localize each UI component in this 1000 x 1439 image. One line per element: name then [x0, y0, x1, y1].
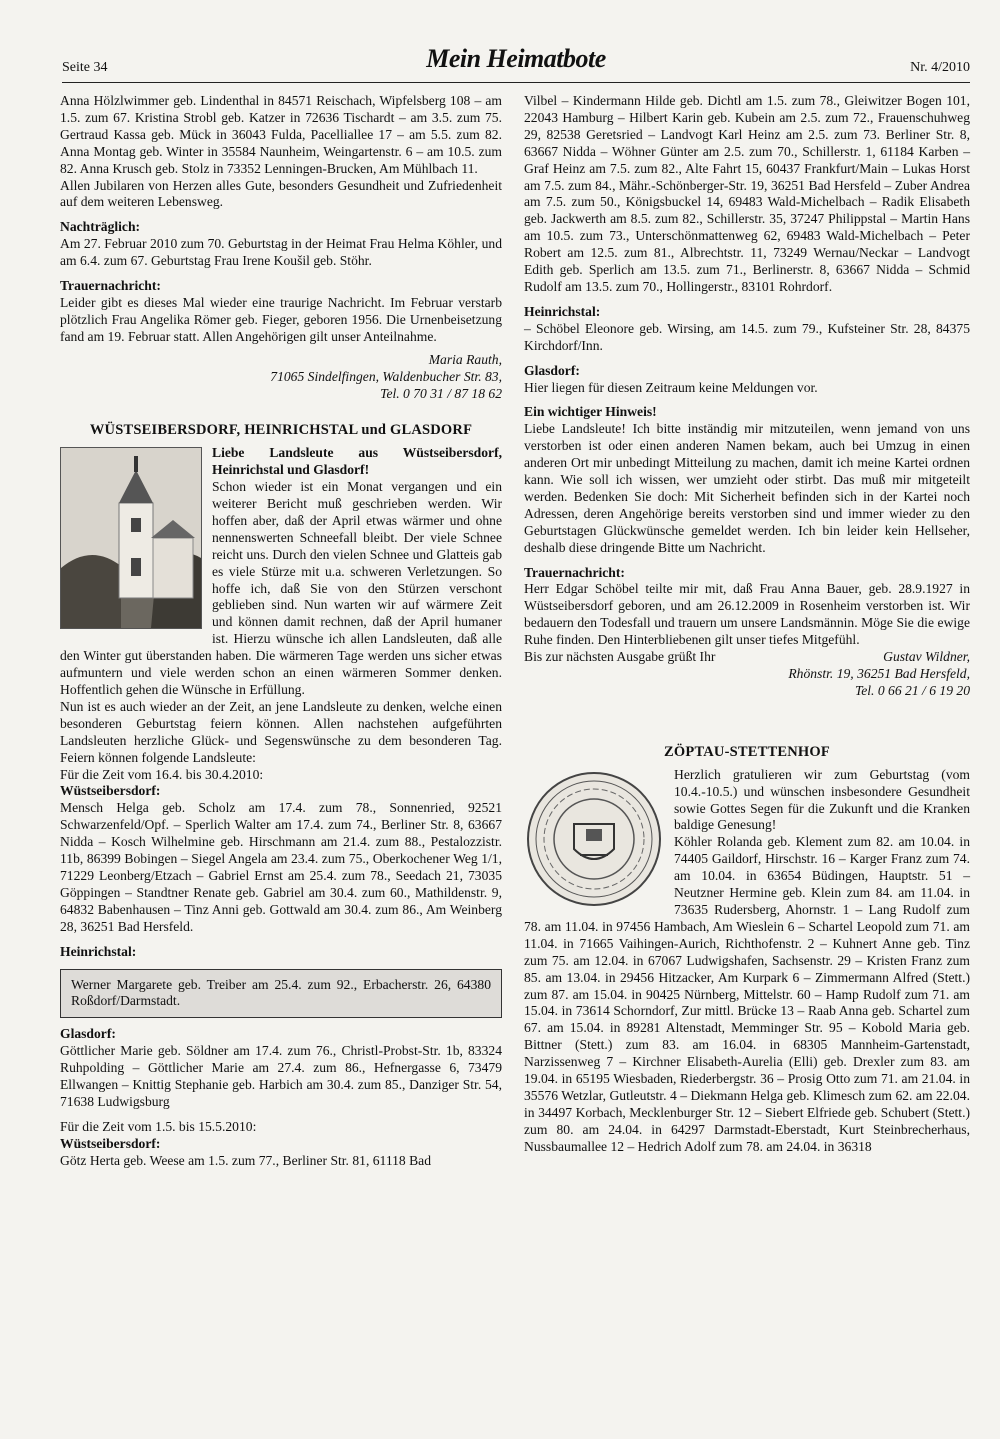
heading-glasdorf-right: Glasdorf: — [524, 362, 580, 378]
wuestseibersdorf-list-2: Götz Herta geb. Weese am 1.5. zum 77., Berliner Str. 81, 61118 Bad — [60, 1152, 432, 1168]
trauernachricht-text-right: Herr Edgar Schöbel teilte mir mit, daß Frau Anna Bauer, geb. 28.9.1927 in Wüstseibersdorf geboren, und am 26.12.2009 in Rosenheim verstorben ist. Wir bedauern den Todesfall und trauern um unsere Landsmännin. Möge Sie die ewige Ruhe finden. Den Hinterbliebenen gilt unser tiefes Mitgefühl. — [524, 581, 970, 648]
signature-block — [60, 352, 502, 403]
page-header — [62, 44, 970, 83]
closing-greeting: Bis zur nächsten Ausgabe grüßt Ihr — [524, 649, 716, 665]
church-illustration — [61, 448, 201, 628]
signature-name: Maria Rauth, — [428, 351, 502, 367]
glasdorf-note: Hier liegen für diesen Zeitraum keine Meldungen vor. — [524, 379, 818, 395]
signature-address: 71065 Sindelfingen, Waldenbucher Str. 83, — [270, 368, 502, 384]
period-2: Für die Zeit vom 1.5. bis 15.5.2010: — [60, 1118, 257, 1134]
signature-name-right: Gustav Wildner, — [883, 649, 970, 665]
left-column — [60, 93, 502, 1170]
signature-block-right — [524, 666, 970, 700]
heading-heinrichstal-right: Heinrichstal: — [524, 303, 601, 319]
section-title-wuestseibersdorf: WÜSTSEIBERSDORF, HEINRICHSTAL und GLASDORF — [89, 422, 473, 439]
heading-trauernachricht: Trauernachricht: — [60, 278, 161, 294]
trauernachricht-text: Leider gibt es dieses Mal wieder eine traurige Nachricht. Im Februar verstarb plötzlich Frau Angelika Römer geb. Fieger, geboren 1956. Die Urnenbeisetzung fand am 19. Februar statt. Allen Angehörigen gilt unser Anteilnahme. — [60, 294, 502, 344]
period-1: Für die Zeit vom 16.4. bis 30.4.2010: — [60, 766, 264, 782]
hinweis-text: Liebe Landsleute! Ich bitte inständig mir mitzuteilen, wenn jemand von uns verstorben ist oder einen anderen Namen bekam, auch bei Umzug in einen anderen Ort mir unbedingt Mitteilung zu machen, damit ich meine Kartei ordnen kann. Wie soll ich wissen, wer umzieht oder stirbt. Das muß mir mitgeteilt werden. Bedenken Sie doch: Mit Sicherheit befinden sich in der Kartei noch Adressen, deren Angehörige bereits verstorben sind und immer wieder zu den Geburtstagen Glückwünsche gemeldet werden. Ich bin leider kein Hellseher, deshalb diese dringende Bitte um Nachricht. — [524, 421, 970, 555]
birthday-list-continued-right: Vilbel – Kindermann Hilde geb. Dichtl am 1.5. zum 78., Gleiwitzer Bogen 101, 22043 Hamburg – Hilbert Karin geb. Kubein am 2.5. zum 72., Frauenschuhweg 29, 82538 Geretsried – Landvogt Karl Heinz am 2.5. zum 73. Berliner Str. 8, 63667 Nidda – Wöhner Günter am 2.5. zum 70., Schillerstr. 1, 61184 Karben – Graf Heinz am 7.5. zum 82., Alte Fahrt 15, 60437 Frankfurt/Main – Lukas Horst am 7.5. zum 84., Mähr.-Schönberger-Str. 19, 36251 Bad Hersfeld – Zuber Andrea am 7.5. zum 50., Königsbuckel 14, 69483 Wald-Michelbach – Radik Elisabeth geb. Jackwerth am 8.5. zum 82., Schillerstr. 35, 37247 Philippstal – Martin Hans am 10.5. zum 73., Unterschönmattenweg 62, 69483 Wald-Michelbach – Peter Robert am 12.5. zum 81., Albrechtstr. 11, 73249 Wernau/Neckar – Landvogt Edith geb. Sperlich am 13.5. zum 71., Berlinerstr. 8, 63667 Nidda – Schmid Rudolf am 13.5. zum 70., Hollingerstr., 83101 Rohrdorf. — [524, 93, 970, 294]
masthead-title: Mein Heimatbote — [426, 44, 606, 73]
signature-phone-right: Tel. 0 66 21 / 6 19 20 — [854, 682, 970, 698]
signature-phone: Tel. 0 70 31 / 87 18 62 — [380, 385, 502, 401]
intro-paragraph: Schon wieder ist ein Monat vergangen und ein weiterer Bericht muß geschrieben werden. Wir hoffen aber, daß der April etwas wärmer und ohne nennenswerten Schneefall bleibt. Der viele Schnee reicht uns. Durch den vielen Schnee und Glatteis gab es viele Stürze mit u.a. schweren Verletzungen. So hoffe ich, daß Sie von den Stürzen verschont geblieben sind. Nun warten wir auf wärmere Zeit und können damit rechnen, daß der April humaner ist. Hierzu wünsche ich allen Landsleuten, daß alle den Winter gut überstanden haben. Die wärmeren Tage werden uns sicher etwas aufmuntern und viele werden schon an einen wärmeren Sommer denken. Hoffentlich gehen die Wünsche in Erfüllung. — [60, 479, 502, 697]
right-column — [524, 93, 970, 1156]
heading-hinweis: Ein wichtiger Hinweis! — [524, 404, 657, 420]
town-seal — [524, 769, 664, 909]
zoeptau-intro: Herzlich gratulieren wir zum Geburtstag (vom 10.4.-10.5.) und wünschen insbesondere Gesundheit sowie Gottes Segen für die Zukunft und die Kranken baldige Genesung! — [674, 766, 970, 833]
birthday-list-continued: Anna Hölzlwimmer geb. Lindenthal in 84571 Reischach, Wipfelsberg 108 – am 1.5. zum 67. Kristina Strobl geb. Katzer in 72636 Tischardt – am 3.5. zum 75. Gertraud Kassa geb. Mück in 36043 Fulda, Pacelliallee 17 – am 5.5. zum 82. Anna Montag geb. Winter in 35584 Naunheim, Weingartenstr. 6 – am 10.5. zum 82. Anna Krusch geb. Stolz in 73352 Lenningen-Brucken, Am Mühlbach 11. — [60, 93, 502, 176]
closing-row — [524, 649, 970, 666]
birthday-intro-paragraph: Nun ist es auch wieder an der Zeit, an jene Landsleute zu denken, welche einen besonderen Geburtstag feiern können. Allen nachstehen aufgeführten Landsleuten herzliche Glück- und Segenswünsche zu dem besonderen Tag. Feiern können folgende Landsleute: — [60, 698, 502, 765]
page-number: Seite 34 — [62, 60, 108, 75]
greeting-heading: Liebe Landsleute aus Wüstseibersdorf, Heinrichstal und Glasdorf! — [212, 445, 502, 478]
signature-address-right: Rhönstr. 19, 36251 Bad Hersfeld, — [788, 666, 970, 681]
wishes-paragraph: Allen Jubilaren von Herzen alles Gute, besonders Gesundheit und Zufriedenheit auf dem weiteren Lebensweg. — [60, 177, 502, 210]
highlighted-entry-box — [60, 969, 502, 1019]
heading-heinrichstal: Heinrichstal: — [60, 943, 137, 959]
heading-wuestseibersdorf: Wüstseibersdorf: — [60, 783, 161, 799]
wuestseibersdorf-list: Mensch Helga geb. Scholz am 17.4. zum 78., Sonnenried, 92521 Schwarzenfeld/Opf. – Sperlich Walter am 17.4. zum 74., Berliner Str. 8, 63667 Nidda – Kosch Wilhelmine geb. Hirschmann am 21.4. zum 88., Pestalozzistr. 11b, 86399 Bobingen – Siegel Angela am 23.4. zum 75., Oberkochener Weg 1/1, 71229 Leonberg/Etzach – Gabriel Ernst am 25.4. zum 78., Seedach 21, 73035 Göppingen – Standtner Renate geb. Gabriel am 30.4. zum 60., Mathildenstr. 9, 64832 Babenhausen – Tinz Anni geb. Gottwald am 30.4. zum 86., Am Weinberg 28, 36251 Bad Hersfeld. — [60, 800, 502, 934]
zoeptau-birthday-list: Köhler Rolanda geb. Klement zum 82. am 10.04. in 74405 Gaildorf, Hirschstr. 16 – Karger Franz zum 74. am 10.04. in 63654 Büdingen, Hauptstr. 51 – Neutzner Hermine geb. Klein zum 84. am 11.04. in 73635 Rudersberg, Ahornstr. 1 – Lang Rudolf zum 78. am 11.04. in 97456 Hambach, Am Wieslein 6 – Schartel Leopold zum 71. am 11.04. in 71665 Vaihingen-Aurich, Richthofenstr. 2 – Kuhnert Anne geb. Tinz zum 75. am 12.04. in 67067 Ludwigshafen, Sachsenstr. 29 – Kristen Franz zum 85. am 13.04. in 29456 Hitzacker, Am Kurpark 6 – Zimmermann Alfred (Stett.) zum 87. am 15.04. in 90425 Nürnberg, Mittelstr. 60 – Hamp Rudolf zum 71. am 15.04. in 73614 Schorndorf, Zur mittl. Brücke 13 – Raab Anna geb. Schartel zum 67. am 15.04. in 89281 Altenstadt, Memminger Str. 95 – Kobold Maria geb. Bittner (Stett.) zum 83. am 16.04. in 68305 Mannheim-Gartenstadt, Narzissenweg 7 – Kirchner Elisabeth-Aurelia (Elli) geb. Drexler zum 83. am 19.04. in 65195 Wiesbaden, Riederbergstr. 36 – Prosig Otto zum 71. am 21.04. in 35576 Wetzlar, Gutleutstr. 4 – Diekmann Helga geb. Klimesch zum 62. am 22.04. in 34497 Korbach, Mecklenburger Str. 12 – Siebert Elfriede geb. Schubert (Stett.) zum 80. am 24.04. in 64297 Darmstadt-Eberstadt, Kurt Steinbrecherhaus, Nussbaumallee 12 – Hedrich Adolf zum 78. am 24.04. in 36318 — [524, 834, 970, 1154]
heading-nachtraeglich: Nachträglich: — [60, 219, 141, 235]
section-title-zoeptau: ZÖPTAU-STETTENHOF — [664, 743, 830, 760]
nachtraeglich-text: Am 27. Februar 2010 zum 70. Geburtstag in der Heimat Frau Helma Köhler, und am 6.4. zum 67. Geburtstag Frau Irene Koušil geb. Stöhr. — [60, 236, 502, 269]
heinrichstal-entry: – Schöbel Eleonore geb. Wirsing, am 14.5. zum 79., Kufsteiner Str. 28, 84375 Kirchdorf/Inn. — [524, 320, 970, 353]
highlighted-entry: Werner Margarete geb. Treiber am 25.4. zum 92., Erbacherstr. 26, 64380 Roßdorf/Darmstadt. — [71, 976, 491, 1009]
church-photo — [60, 447, 202, 629]
heading-wuestseibersdorf-2: Wüstseibersdorf: — [60, 1135, 161, 1151]
heading-glasdorf: Glasdorf: — [60, 1026, 116, 1042]
glasdorf-list: Göttlicher Marie geb. Söldner am 17.4. zum 76., Christl-Probst-Str. 1b, 83324 Ruhpolding – Göttlicher Marie am 27.4. zum 86., Hefnergasse 6, 73479 Ellwangen – Knittig Stephanie geb. Harbich am 30.4. zum 85., Danziger Str. 54, 71638 Ludwigsburg — [60, 1043, 502, 1109]
heading-trauernachricht-right: Trauernachricht: — [524, 564, 625, 580]
seal-graphic — [524, 769, 664, 909]
issue-number: Nr. 4/2010 — [910, 60, 970, 75]
